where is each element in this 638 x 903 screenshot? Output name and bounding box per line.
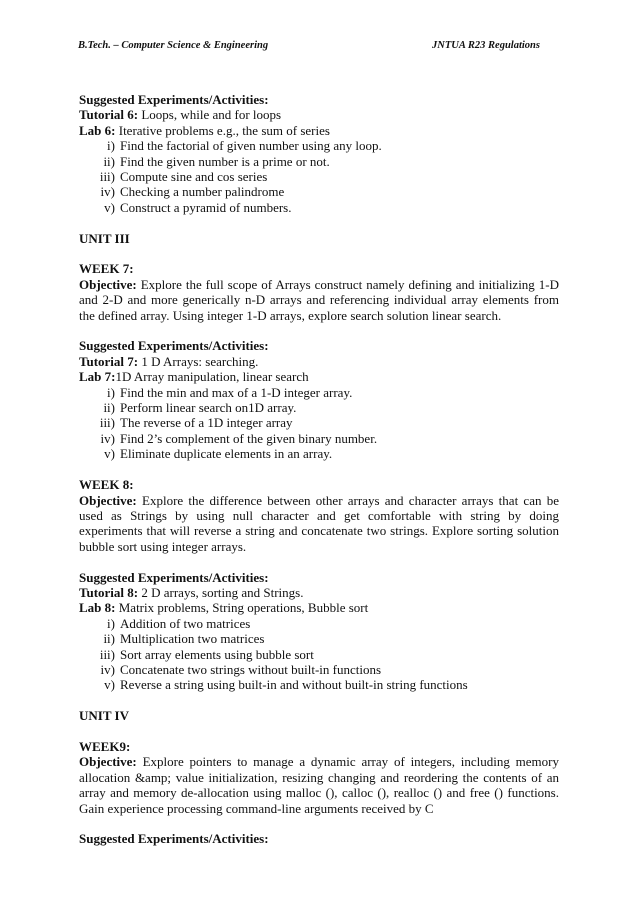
item-number: i)	[107, 615, 115, 631]
lab-label: Lab 7:	[79, 369, 116, 385]
tutorial-line	[79, 107, 559, 122]
lab-text: Matrix problems, String operations, Bubble sort	[115, 600, 369, 616]
week-heading: WEEK 8:	[79, 477, 134, 493]
lab-label: Lab 8:	[79, 600, 116, 616]
objective-paragraph	[79, 754, 559, 816]
item-number: iii)	[99, 415, 115, 431]
item-number: iv)	[100, 184, 115, 200]
suggested-heading: Suggested Experiments/Activities:	[79, 338, 269, 354]
item-number: i)	[107, 138, 115, 154]
item-text: Eliminate duplicate elements in an array.	[120, 446, 333, 462]
objective-label: Objective:	[79, 492, 137, 508]
header-left: B.Tech. – Computer Science & Engineering	[78, 40, 269, 51]
item-number: ii)	[103, 153, 115, 169]
lab-text: 1D Array manipulation, linear search	[115, 369, 309, 385]
lab-line	[79, 369, 559, 384]
list-item	[79, 154, 559, 169]
lab-text: Iterative problems e.g., the sum of series	[115, 122, 330, 138]
item-number: i)	[107, 384, 115, 400]
objective-text: Explore the full scope of Arrays construct namely defining and initializing 1-D and 2-D and more generically n-D arrays and referencing individual array elements from the defined array. Using integer 1-D arrays, explore search solution linear search.	[79, 276, 559, 323]
list-item	[79, 385, 559, 400]
week-heading: WEEK 7:	[79, 261, 134, 277]
objective-label: Objective:	[79, 754, 137, 770]
item-text: Construct a pyramid of numbers.	[120, 199, 292, 215]
item-number: iii)	[99, 169, 115, 185]
list-item	[79, 184, 559, 199]
item-text: Addition of two matrices	[120, 615, 251, 631]
item-number: v)	[104, 677, 115, 693]
item-number: v)	[104, 446, 115, 462]
unit-heading: UNIT III	[79, 230, 130, 246]
item-text: Sort array elements using bubble sort	[120, 646, 314, 662]
objective-paragraph	[79, 493, 559, 555]
item-text: Perform linear search on1D array.	[120, 400, 297, 416]
experiment-list	[79, 138, 559, 215]
list-item	[79, 138, 559, 153]
suggested-heading: Suggested Experiments/Activities:	[79, 831, 269, 847]
header-right: JNTUA R23 Regulations	[432, 40, 540, 51]
suggested-heading: Suggested Experiments/Activities:	[79, 92, 269, 107]
list-item	[79, 169, 559, 184]
list-item	[79, 662, 559, 677]
tutorial-text: 1 D Arrays: searching.	[138, 353, 259, 369]
objective-label: Objective:	[79, 276, 137, 292]
item-number: iii)	[99, 646, 115, 662]
list-item	[79, 631, 559, 646]
tutorial-line	[79, 585, 559, 600]
lab-label: Lab 6:	[79, 122, 116, 138]
page-header	[78, 40, 540, 51]
objective-text: Explore pointers to manage a dynamic array of integers, including memory allocation &amp; value initialization, resizing changing and reordering the contents of an array and memory de-allocation using malloc (), calloc (), realloc () and free () functions. Gain experience processing command-line arguments received by C	[79, 754, 559, 816]
item-text: The reverse of a 1D integer array	[120, 415, 293, 431]
list-item	[79, 616, 559, 631]
unit-heading: UNIT IV	[79, 708, 129, 724]
objective-paragraph	[79, 277, 559, 323]
tutorial-label: Tutorial 7:	[79, 353, 139, 369]
list-item	[79, 647, 559, 662]
item-number: ii)	[103, 631, 115, 647]
list-item	[79, 446, 559, 461]
item-text: Compute sine and cos series	[120, 169, 268, 185]
lab-line	[79, 600, 559, 615]
item-text: Find the given number is a prime or not.	[120, 153, 330, 169]
item-text: Multiplication two matrices	[120, 631, 265, 647]
tutorial-line	[79, 354, 559, 369]
item-text: Reverse a string using built-in and without built-in string functions	[120, 677, 468, 693]
item-number: iv)	[100, 661, 115, 677]
experiment-list	[79, 385, 559, 462]
week-heading: WEEK9:	[79, 738, 131, 754]
tutorial-label: Tutorial 6:	[79, 107, 139, 123]
tutorial-text: 2 D arrays, sorting and Strings.	[138, 584, 304, 600]
list-item	[79, 431, 559, 446]
objective-text: Explore the difference between other arrays and character arrays that can be used as Strings by using null character and get comfortable with string by doing experiments that will reverse a string and concatenate two strings. Explore sorting solution bubble sort using integer arrays.	[79, 492, 559, 554]
item-number: ii)	[103, 400, 115, 416]
list-item	[79, 400, 559, 415]
item-text: Find the factorial of given number using any loop.	[120, 138, 382, 154]
list-item	[79, 677, 559, 692]
item-number: v)	[104, 199, 115, 215]
document-body	[79, 92, 559, 847]
list-item	[79, 200, 559, 215]
item-text: Checking a number palindrome	[120, 184, 285, 200]
tutorial-label: Tutorial 8:	[79, 584, 139, 600]
item-text: Find the min and max of a 1-D integer array.	[120, 384, 353, 400]
lab-line	[79, 123, 559, 138]
list-item	[79, 415, 559, 430]
tutorial-text: Loops, while and for loops	[138, 107, 282, 123]
experiment-list	[79, 616, 559, 693]
item-text: Find 2’s complement of the given binary number.	[120, 430, 378, 446]
item-text: Concatenate two strings without built-in functions	[120, 661, 382, 677]
suggested-heading: Suggested Experiments/Activities:	[79, 569, 269, 585]
item-number: iv)	[100, 430, 115, 446]
